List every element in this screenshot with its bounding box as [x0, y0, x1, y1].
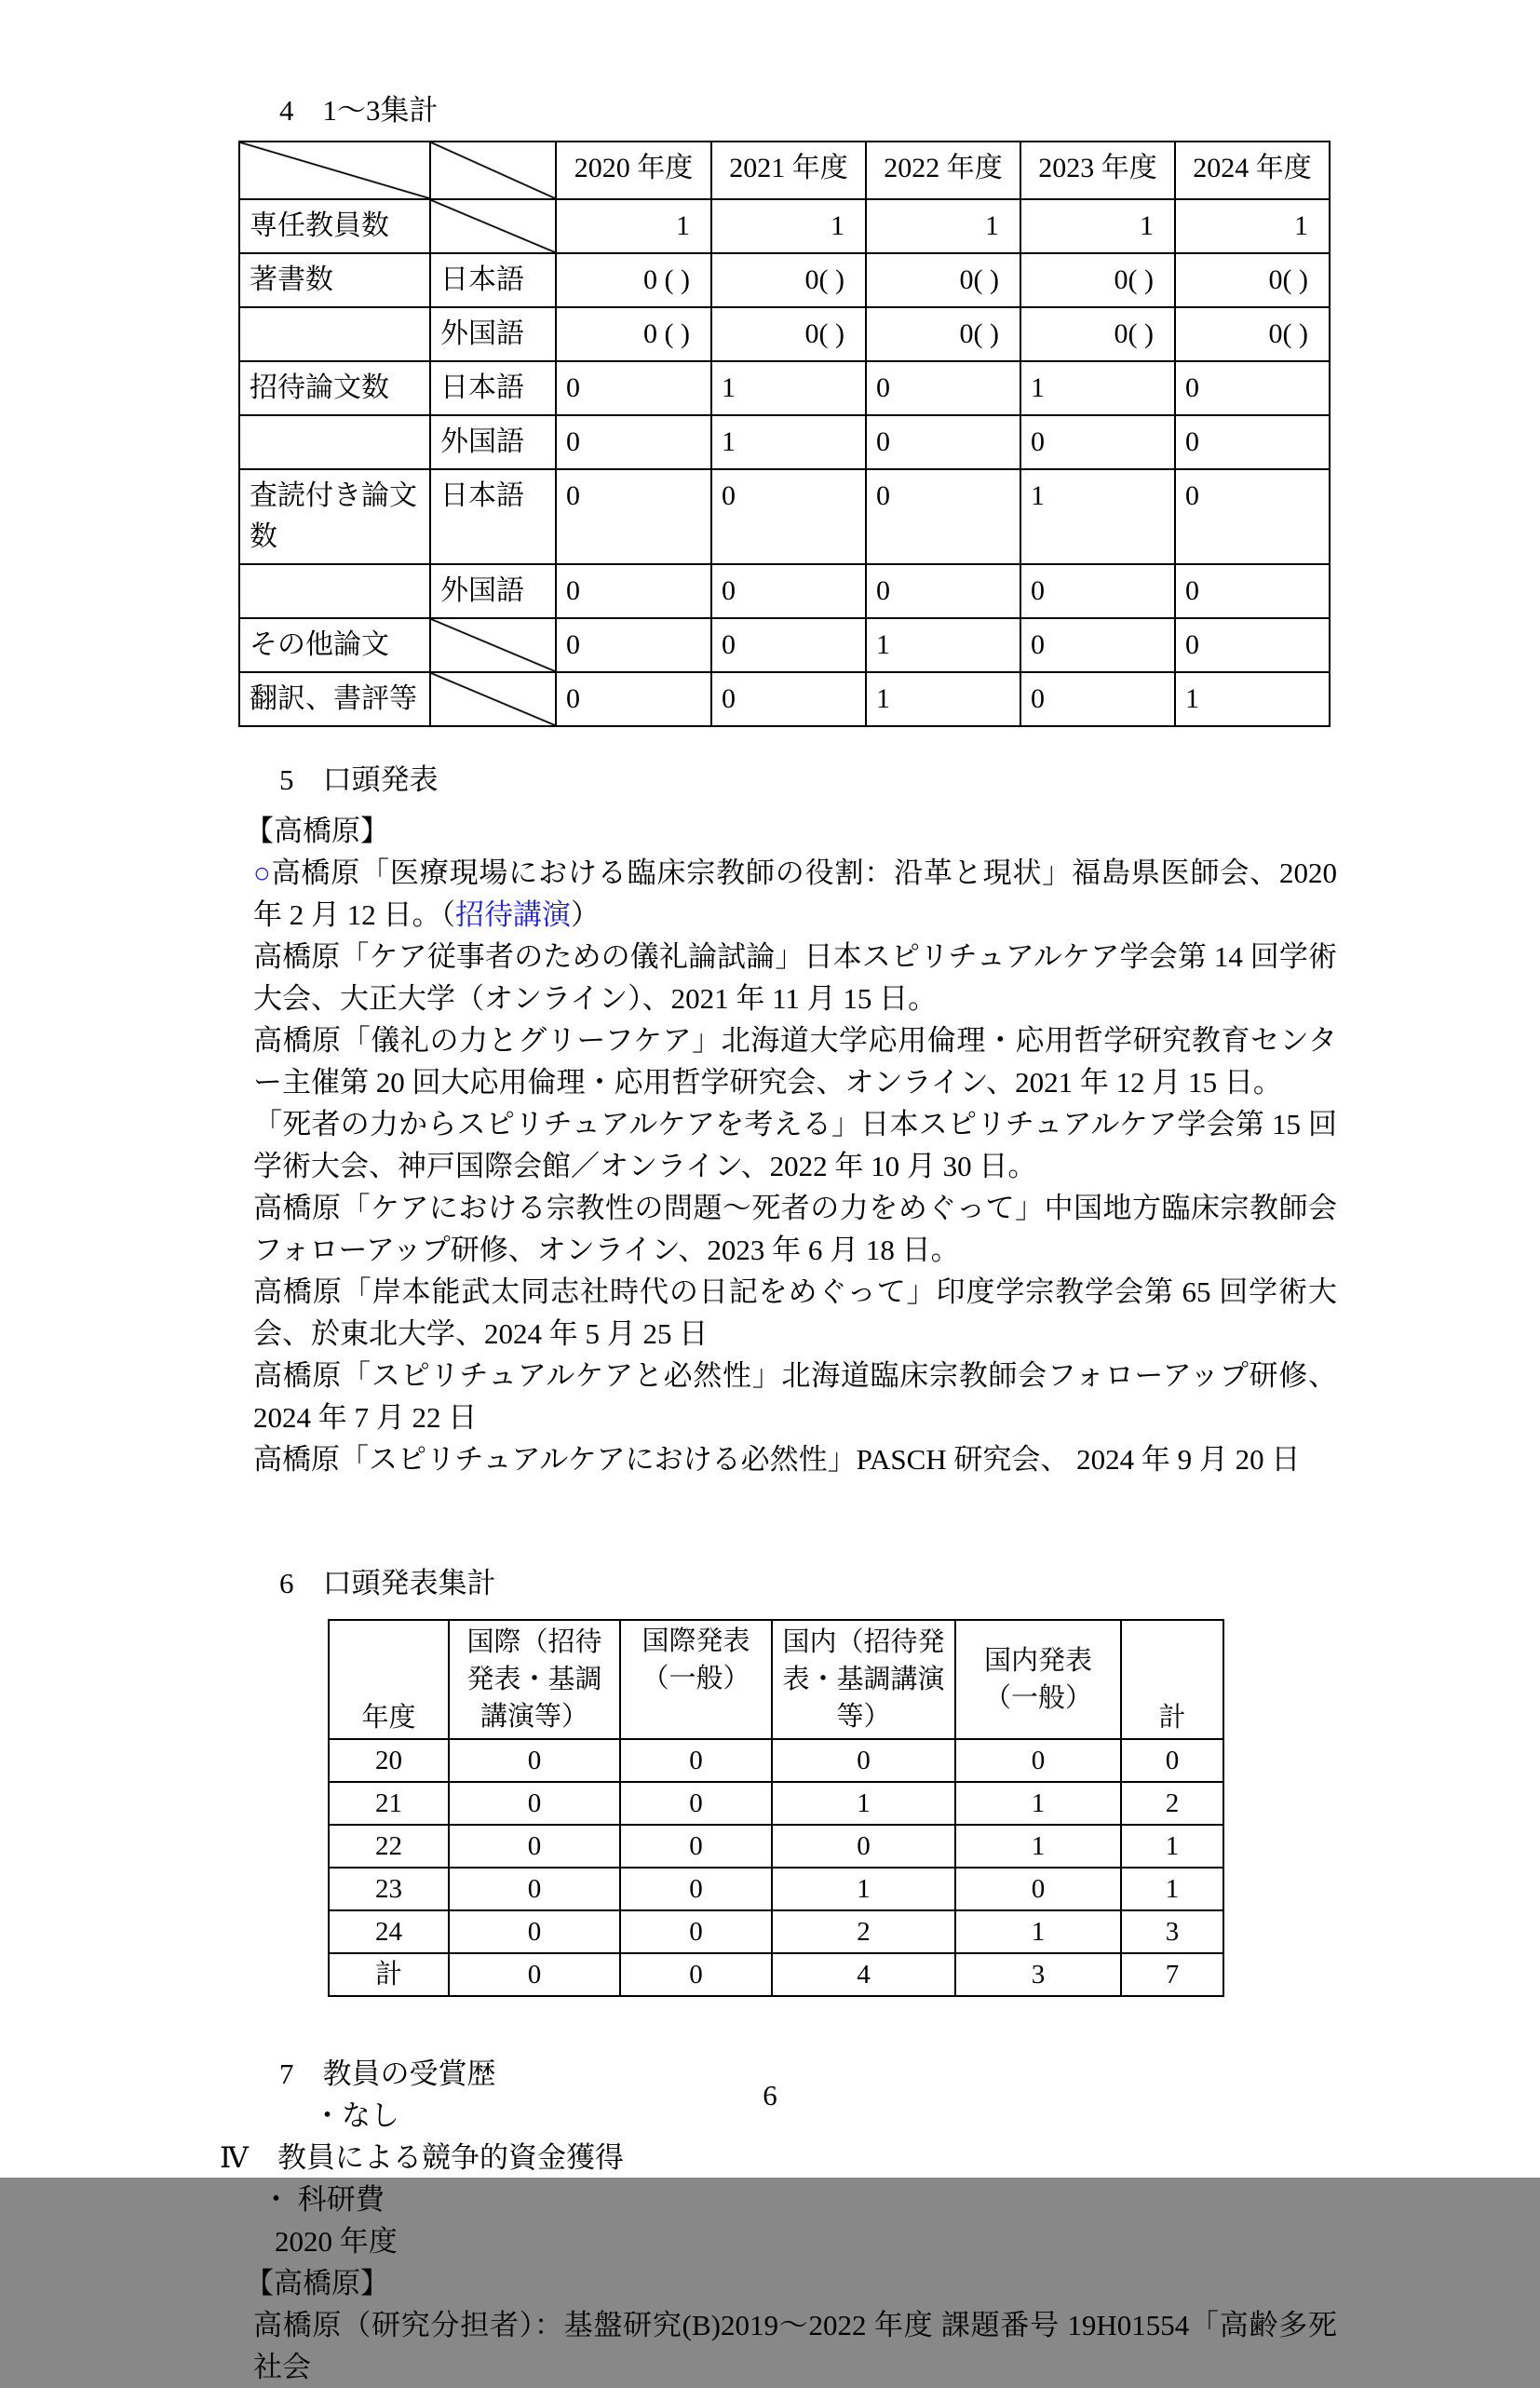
value-cell: 0 [449, 1910, 620, 1953]
value-cell: 0 [620, 1868, 772, 1910]
value-cell: 1 [1175, 672, 1330, 726]
entry-text: 高橋原「ケア従事者のための儀礼論試論」日本スピリチュアルケア学会第 14 回学術大会、大正大学（オンライン）、2021 年 11 月 15 日。 [253, 940, 1337, 1015]
value-cell: 0 [1175, 618, 1330, 672]
section7-heading: 7 教員の受賞歴 [279, 2057, 496, 2090]
presentation-entry [253, 936, 1337, 1019]
entry-text: 高橋原「スピリチュアルケアにおける必然性」PASCH 研究会、 2024 年 9 月 20 日 [253, 1443, 1301, 1476]
table-row [329, 1739, 1223, 1782]
value-cell: 0 [1020, 564, 1175, 618]
value-cell: 0 [711, 618, 866, 672]
table-row [329, 1953, 1223, 1996]
value-cell: 0 [955, 1739, 1121, 1782]
value-cell: 1 [1175, 199, 1330, 253]
sectionIV-heading: Ⅳ 教員による競争的資金獲得 [220, 2141, 624, 2174]
value-cell: 1 [955, 1825, 1121, 1868]
fiscal-year-label: 2020 年度 [275, 2225, 398, 2258]
presentation-entry [253, 1103, 1337, 1187]
summary-table [238, 141, 1331, 727]
row-label: その他論文 [239, 618, 430, 672]
table-row [239, 361, 1330, 415]
year-header-cell: 2023 年度 [1020, 142, 1175, 199]
table-row [239, 199, 1330, 253]
value-cell: 1 [1121, 1868, 1223, 1910]
value-cell: 0( ) [1020, 307, 1175, 361]
table-row [239, 618, 1330, 672]
value-cell: 0 [620, 1782, 772, 1825]
sub-label: 外国語 [430, 564, 556, 618]
value-cell: 0( ) [711, 253, 866, 307]
value-cell: 0 [556, 672, 711, 726]
value-cell: 1 [711, 415, 866, 469]
year-header-cell: 2024 年度 [1175, 142, 1330, 199]
table-row [329, 1620, 1223, 1739]
value-cell: 0 [449, 1739, 620, 1782]
total-label-cell: 計 [329, 1953, 449, 1996]
value-cell: 1 [711, 199, 866, 253]
sub-label: 外国語 [430, 415, 556, 469]
value-cell: 1 [866, 672, 1020, 726]
value-cell: 0 [620, 1953, 772, 1996]
year-cell: 23 [329, 1868, 449, 1910]
column-header: 国内（招待発表・基調講演等） [772, 1620, 955, 1739]
sub-label: 日本語 [430, 469, 556, 564]
value-cell: 0 [556, 361, 711, 415]
value-cell: 0 ( ) [556, 253, 711, 307]
value-cell: 0( ) [1175, 307, 1330, 361]
presentation-entry [253, 1355, 1337, 1438]
value-cell: 0 [866, 415, 1020, 469]
section6-heading: 6 口頭発表集計 [279, 1567, 496, 1599]
value-cell: 0 [955, 1868, 1121, 1910]
page-number: 6 [763, 2079, 777, 2111]
row-label [239, 564, 430, 618]
entry-text: 高橋原「医療現場における臨床宗教師の役割：沿革と現状」福島県医師会、2020 年 2 月 12 日。（ [253, 857, 1337, 931]
value-cell: 2 [1121, 1782, 1223, 1825]
section5-heading: 5 口頭発表 [279, 763, 439, 796]
value-cell: 0 [1175, 564, 1330, 618]
year-cell: 24 [329, 1910, 449, 1953]
kakenhi-item: ・ 科研費 [262, 2183, 385, 2216]
table-row [239, 415, 1330, 469]
year-cell: 20 [329, 1739, 449, 1782]
entry-text: 高橋原「ケアにおける宗教性の問題～死者の力をめぐって」中国地方臨床宗教師会フォローアップ研修、オンライン、2023 年 6 月 18 日。 [253, 1192, 1337, 1266]
year-header-cell: 2020 年度 [556, 142, 711, 199]
value-cell: 3 [955, 1953, 1121, 1996]
value-cell: 0 [866, 564, 1020, 618]
value-cell: 1 [1020, 199, 1175, 253]
sub-label: 日本語 [430, 361, 556, 415]
row-label [239, 307, 430, 361]
table-row [239, 142, 1330, 199]
table-row [329, 1868, 1223, 1910]
value-cell: 0 [772, 1739, 955, 1782]
diagonal-cell [430, 142, 556, 199]
diagonal-cell [430, 618, 556, 672]
presentation-entry [253, 1019, 1337, 1103]
value-cell: 1 [866, 618, 1020, 672]
value-cell: 0 [1020, 618, 1175, 672]
value-cell: 2 [772, 1910, 955, 1953]
table-row [239, 253, 1330, 307]
value-cell: 0 [1121, 1739, 1223, 1782]
year-header-cell: 2021 年度 [711, 142, 866, 199]
invited-marker-icon: ○ [253, 857, 272, 889]
sub-label: 外国語 [430, 307, 556, 361]
value-cell: 0 [620, 1910, 772, 1953]
value-cell: 1 [711, 361, 866, 415]
row-label: 査読付き論文数 [239, 469, 430, 564]
value-cell: 1 [1020, 361, 1175, 415]
value-cell: 0 [620, 1739, 772, 1782]
row-label [239, 415, 430, 469]
value-cell: 1 [556, 199, 711, 253]
year-cell: 22 [329, 1825, 449, 1868]
column-header: 国際（招待発表・基調講演等） [449, 1620, 620, 1739]
speaker-header: 【高橋原】 [245, 815, 389, 847]
column-header: 年度 [329, 1620, 449, 1739]
section4-heading: 4 1～3集計 [279, 94, 439, 127]
entry-text: 高橋原「スピリチュアルケアと必然性」北海道臨床宗教師会フォローアップ研修、2024 年 7 月 22 日 [253, 1359, 1337, 1434]
presentation-entry [253, 852, 1337, 936]
row-label: 著書数 [239, 253, 430, 307]
speaker-header: 【高橋原】 [245, 2267, 389, 2300]
value-cell: 0 [772, 1825, 955, 1868]
column-header: 国内発表（一般） [955, 1620, 1121, 1739]
presentation-entry [253, 1187, 1337, 1271]
table-row [329, 1782, 1223, 1825]
value-cell: 1 [1020, 469, 1175, 564]
value-cell: 0 [449, 1953, 620, 1996]
value-cell: 1 [772, 1782, 955, 1825]
value-cell: 0( ) [1020, 253, 1175, 307]
grant-entry: 高橋原（研究分担者）：基盤研究(B)2019～2022 年度 課題番号 19H01554「高齢多死社会 [253, 2309, 1337, 2383]
row-label: 招待論文数 [239, 361, 430, 415]
value-cell: 0 [1020, 672, 1175, 726]
value-cell: 0 [866, 361, 1020, 415]
value-cell: 1 [955, 1910, 1121, 1953]
value-cell: 1 [955, 1782, 1121, 1825]
entry-text: 「死者の力からスピリチュアルケアを考える」日本スピリチュアルケア学会第 15 回学術大会、神戸国際会館／オンライン、2022 年 10 月 30 日。 [253, 1108, 1337, 1182]
table-row [329, 1825, 1223, 1868]
value-cell: 1 [772, 1868, 955, 1910]
value-cell: 0( ) [711, 307, 866, 361]
value-cell: 0 ( ) [556, 307, 711, 361]
value-cell: 1 [1121, 1825, 1223, 1868]
entry-text: 高橋原「岸本能武太同志社時代の日記をめぐって」印度学宗教学会第 65 回学術大会、於東北大学、2024 年 5 月 25 日 [253, 1275, 1337, 1350]
column-header: 計 [1121, 1620, 1223, 1739]
value-cell: 4 [772, 1953, 955, 1996]
value-cell: 0 [1175, 469, 1330, 564]
presentations-summary-table [328, 1619, 1224, 1997]
value-cell: 7 [1121, 1953, 1223, 1996]
year-header-cell: 2022 年度 [866, 142, 1020, 199]
value-cell: 0 [1175, 361, 1330, 415]
diagonal-cell [430, 199, 556, 253]
year-cell: 21 [329, 1782, 449, 1825]
value-cell: 0 [449, 1825, 620, 1868]
column-header: 国際発表（一般） [620, 1620, 772, 1739]
invited-talk-label: 招待講演 [455, 898, 571, 931]
value-cell: 0( ) [1175, 253, 1330, 307]
table-row [239, 469, 1330, 564]
value-cell: 3 [1121, 1910, 1223, 1953]
value-cell: 0 [556, 564, 711, 618]
value-cell: 0 [449, 1868, 620, 1910]
diagonal-cell [430, 672, 556, 726]
entry-text: 高橋原「儀礼の力とグリーフケア」北海道大学応用倫理・応用哲学研究教育センター主催第 20 回大応用倫理・応用哲学研究会、オンライン、2021 年 12 月 15 日。 [253, 1024, 1337, 1099]
section7-item: ・なし [313, 2099, 399, 2132]
value-cell: 1 [866, 199, 1020, 253]
table-row [239, 307, 1330, 361]
table-row [329, 1910, 1223, 1953]
row-label: 翻訳、書評等 [239, 672, 430, 726]
value-cell: 0 [711, 564, 866, 618]
value-cell: 0 [556, 469, 711, 564]
presentation-entry [253, 1438, 1337, 1480]
value-cell: 0( ) [866, 307, 1020, 361]
row-label: 専任教員数 [239, 199, 430, 253]
value-cell: 0 [711, 672, 866, 726]
value-cell: 0 [556, 415, 711, 469]
value-cell: 0 [1175, 415, 1330, 469]
table-row [239, 564, 1330, 618]
diagonal-cell [239, 142, 430, 199]
value-cell: 0 [711, 469, 866, 564]
value-cell: 0 [1020, 415, 1175, 469]
value-cell: 0 [556, 618, 711, 672]
value-cell: 0( ) [866, 253, 1020, 307]
value-cell: 0 [449, 1782, 620, 1825]
presentation-entry [253, 1271, 1337, 1355]
value-cell: 0 [866, 469, 1020, 564]
entry-text: ） [571, 898, 600, 931]
table-row [239, 672, 1330, 726]
sub-label: 日本語 [430, 253, 556, 307]
value-cell: 0 [620, 1825, 772, 1868]
